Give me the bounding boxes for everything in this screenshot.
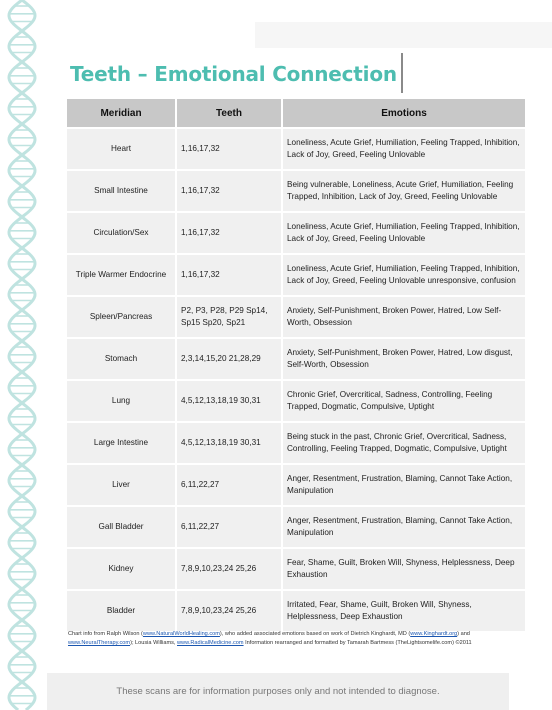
teeth-cell: 4,5,12,13,18,19 30,31 (177, 423, 281, 463)
link-neuraltherapy[interactable]: www.NeuralTherapy.com (68, 640, 131, 646)
meridian-cell: Lung (67, 381, 175, 421)
teeth-cell: 6,11,22,27 (177, 465, 281, 505)
emotions-cell: Loneliness, Acute Grief, Humiliation, Feeling Trapped, Inhibition, Lack of Joy, Greed, Feeling Unlovable unresponsive, confusion (283, 255, 525, 295)
dna-strands (9, 0, 35, 710)
emotions-cell: Being vulnerable, Loneliness, Acute Grief, Humiliation, Feeling Trapped, Inhibition, Lack of Joy, Greed, Feeling Unlovable (283, 171, 525, 211)
disclaimer-text: These scans are for information purposes only and not intended to diagnose. (116, 686, 440, 697)
table-row (67, 129, 525, 169)
link-radicalmedicine[interactable]: www.RadicalMedicine.com (177, 640, 244, 646)
footnote-text: Information rearranged and formatted by Tamarah Bartmess (TheLightsomelife.com) ©2011 (243, 640, 472, 646)
table-row (67, 297, 525, 337)
teeth-cell: 1,16,17,32 (177, 213, 281, 253)
emotions-cell: Anger, Resentment, Frustration, Blaming, Cannot Take Action, Manipulation (283, 507, 525, 547)
teeth-cell: 1,16,17,32 (177, 129, 281, 169)
meridian-cell: Bladder (67, 591, 175, 631)
table-row (67, 507, 525, 547)
teeth-emotions-table (65, 97, 527, 633)
teeth-cell: 2,3,14,15,20 21,28,29 (177, 339, 281, 379)
table-row (67, 549, 525, 589)
meridian-cell: Large Intestine (67, 423, 175, 463)
table-row (67, 465, 525, 505)
emotions-cell: Being stuck in the past, Chronic Grief, Overcritical, Sadness, Controlling, Feeling Trapped, Dogmatic, Compulsive, Uptight (283, 423, 525, 463)
teeth-cell: P2, P3, P28, P29 Sp14, Sp15 Sp20, Sp21 (177, 297, 281, 337)
emotions-cell: Loneliness, Acute Grief, Humiliation, Feeling Trapped, Inhibition, Lack of Joy, Greed, Feeling Unlovable (283, 129, 525, 169)
footnote-text: ); Lousia Williams, (130, 640, 178, 646)
emotions-cell: Chronic Grief, Overcritical, Sadness, Controlling, Feeling Trapped, Dogmatic, Compulsive, Uptight (283, 381, 525, 421)
emotions-cell: Irritated, Fear, Shame, Guilt, Broken Will, Shyness, Helplessness, Deep Exhaustion (283, 591, 525, 631)
teeth-cell: 7,8,9,10,23,24 25,26 (177, 591, 281, 631)
table-row (67, 423, 525, 463)
emotions-cell: Fear, Shame, Guilt, Broken Will, Shyness, Helplessness, Deep Exhaustion (283, 549, 525, 589)
table-row (67, 213, 525, 253)
emotions-cell: Loneliness, Acute Grief, Humiliation, Feeling Trapped, Inhibition, Lack of Joy, Greed, Feeling Unlovable (283, 213, 525, 253)
meridian-cell: Heart (67, 129, 175, 169)
teeth-cell: 4,5,12,13,18,19 30,31 (177, 381, 281, 421)
link-naturalworldhealing[interactable]: www.NaturalWorldHealing.com (142, 631, 220, 637)
teeth-cell: 7,8,9,10,23,24 25,26 (177, 549, 281, 589)
table-row (67, 339, 525, 379)
teeth-cell: 1,16,17,32 (177, 255, 281, 295)
table-row (67, 255, 525, 295)
table-header-row (67, 99, 525, 127)
teeth-cell: 1,16,17,32 (177, 171, 281, 211)
emotions-cell: Anxiety, Self-Punishment, Broken Power, Hatred, Low disgust, Self-Worth, Obsession (283, 339, 525, 379)
page-title: Teeth – Emotional Connection (70, 62, 397, 86)
disclaimer-bar (47, 673, 509, 710)
meridian-cell: Small Intestine (67, 171, 175, 211)
meridian-cell: Gall Bladder (67, 507, 175, 547)
meridian-cell: Stomach (67, 339, 175, 379)
table-row (67, 381, 525, 421)
table-row (67, 591, 525, 631)
footnote-text: ) and (457, 631, 470, 637)
header-meridian: Meridian (67, 99, 175, 127)
meridian-cell: Triple Warmer Endocrine (67, 255, 175, 295)
meridian-cell: Liver (67, 465, 175, 505)
vertical-divider (401, 53, 403, 93)
header-teeth: Teeth (177, 99, 281, 127)
footnote-text: ), who added associated emotions based on work of Dietrich Kinghardt, MD ( (219, 631, 411, 637)
meridian-cell: Spleen/Pancreas (67, 297, 175, 337)
emotions-cell: Anxiety, Self-Punishment, Broken Power, Hatred, Low Self-Worth, Obsession (283, 297, 525, 337)
dna-helix-decoration (0, 0, 48, 710)
footnote-text: Chart info from Ralph Wilson ( (68, 631, 143, 637)
meridian-cell: Circulation/Sex (67, 213, 175, 253)
meridian-cell: Kidney (67, 549, 175, 589)
source-footnote (68, 630, 528, 648)
teeth-cell: 6,11,22,27 (177, 507, 281, 547)
emotions-cell: Anger, Resentment, Frustration, Blaming, Cannot Take Action, Manipulation (283, 465, 525, 505)
table-row (67, 171, 525, 211)
top-banner-strip (255, 22, 552, 48)
header-emotions: Emotions (283, 99, 525, 127)
link-kinghardt[interactable]: www.Kinghardt.org (410, 631, 458, 637)
